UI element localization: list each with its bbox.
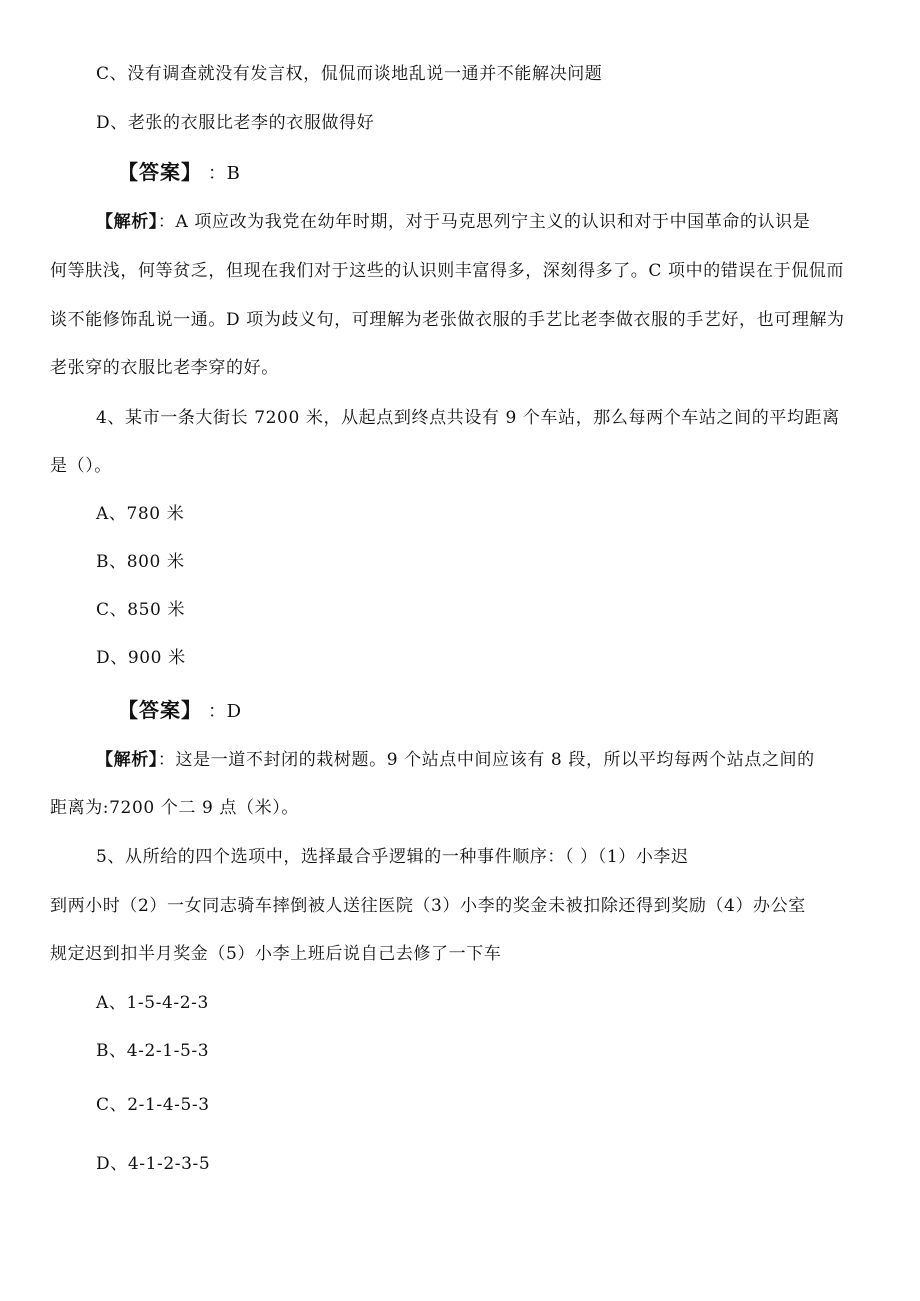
q3-explanation-line3: 谈不能修饰乱说一通。D 项为歧义句，可理解为老张做衣服的手艺比老李做衣服的手艺好，也可理解为 — [50, 310, 845, 330]
q3-explanation-line2: 何等肤浅，何等贫乏，但现在我们对于这些的认识则丰富得多，深刻得多了。C 项中的错误在于侃侃而 — [50, 261, 845, 281]
explanation-text: ：A 项应改为我党在幼年时期，对于马克思列宁主义的认识和对于中国革命的认识是 — [157, 212, 811, 232]
answer-value: ：D — [208, 701, 242, 722]
q5-stem-line1: 5、从所给的四个选项中，选择最合乎逻辑的一种事件顺序：（ ）（1）小李迟 — [96, 847, 689, 867]
q5-stem-line3: 规定迟到扣半月奖金（5）小李上班后说自己去修了一下车 — [50, 944, 502, 964]
q4-stem-line2: 是（）。 — [50, 456, 112, 476]
answer-label: 【答案】 — [118, 160, 202, 184]
q4-option-b: B、800 米 — [96, 552, 185, 572]
explanation-label: 【解析】 — [96, 212, 158, 232]
q4-explanation-line1 — [96, 750, 815, 770]
answer-value: ：B — [208, 163, 241, 184]
q3-option-d: D、老张的衣服比老李的衣服做得好 — [96, 113, 375, 133]
q3-option-c: C、没有调查就没有发言权，侃侃而谈地乱说一通并不能解决问题 — [96, 64, 603, 84]
q5-option-d: D、4-1-2-3-5 — [96, 1154, 211, 1174]
q3-explanation-line1 — [96, 212, 810, 232]
q4-answer — [118, 700, 242, 722]
q5-option-b: B、4-2-1-5-3 — [96, 1041, 210, 1061]
explanation-label: 【解析】 — [96, 750, 158, 770]
q4-option-d: D、900 米 — [96, 648, 186, 668]
q4-option-a: A、780 米 — [96, 504, 185, 524]
answer-label: 【答案】 — [118, 698, 202, 722]
q5-option-a: A、1-5-4-2-3 — [96, 993, 209, 1013]
q5-option-c: C、2-1-4-5-3 — [96, 1095, 210, 1115]
q4-explanation-line2: 距离为:7200 个二 9 点（米）。 — [50, 798, 299, 818]
q3-answer — [118, 162, 240, 184]
q5-stem-line2: 到两小时（2）一女同志骑车摔倒被人送往医院（3）小李的奖金未被扣除还得到奖励（4）办公室 — [50, 896, 806, 916]
explanation-text: ：这是一道不封闭的栽树题。9 个站点中间应该有 8 段，所以平均每两个站点之间的 — [157, 750, 815, 770]
q4-option-c: C、850 米 — [96, 600, 186, 620]
q4-stem-line1: 4、某市一条大街长 7200 米，从起点到终点共设有 9 个车站，那么每两个车站之间的平均距离 — [96, 408, 840, 428]
q3-explanation-line4: 老张穿的衣服比老李穿的好。 — [50, 358, 279, 378]
